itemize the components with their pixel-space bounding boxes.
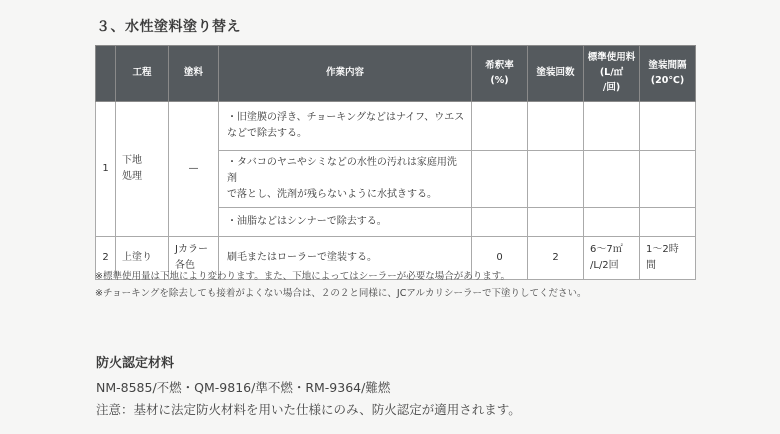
header-work: 作業内容 <box>219 46 472 102</box>
row-dilution: 0 <box>472 237 528 280</box>
row-work-line: などで除去する。 <box>227 128 307 139</box>
row-no: 1 <box>96 102 116 237</box>
header-usage-line: (L/㎡ <box>599 67 624 79</box>
table-row <box>96 102 696 151</box>
header-no <box>96 46 116 102</box>
row-work <box>219 151 472 208</box>
header-dilution-line: (%) <box>490 74 509 86</box>
row-work <box>219 102 472 151</box>
header-interval <box>640 46 696 102</box>
paint-spec-table <box>95 45 696 280</box>
header-coats: 塗装回数 <box>528 46 584 102</box>
row-paint: — <box>169 102 219 237</box>
row-interval <box>640 237 696 280</box>
footnote: ※標準使用量は下地により変わります。また、下地によってはシーラーが必要な場合があります。 <box>95 271 510 282</box>
header-process: 工程 <box>116 46 169 102</box>
row-process: 上塗り <box>116 237 169 280</box>
row-coats: 2 <box>528 237 584 280</box>
fire-cert-numbers: NM-8585/不燃・QM-9816/準不燃・RM-9364/難燃 <box>96 380 391 395</box>
row-interval <box>640 151 696 208</box>
header-usage-line: 標準使用料 <box>587 52 636 64</box>
header-interval-line: 塗装間隔 <box>648 59 687 71</box>
row-paint-line: Jカラー <box>175 244 208 255</box>
row-work-line: ・油脂などはシンナーで除去する。 <box>227 216 387 227</box>
row-usage <box>584 208 640 237</box>
row-work-line: ・旧塗膜の浮き、チョーキングなどはナイフ、ウエス <box>227 112 465 123</box>
row-usage <box>584 102 640 151</box>
row-paint-line: 各色 <box>175 260 195 271</box>
row-process <box>116 102 169 237</box>
row-process-line: 処理 <box>122 171 142 182</box>
row-usage <box>584 237 640 280</box>
header-dilution-line: 希釈率 <box>485 59 514 71</box>
footnote: ※チョーキングを除去しても接着がよくない場合は、２の２と同様に、JCアルカリシーラーで下塗りしてください。 <box>95 288 587 299</box>
row-interval-line: 1〜2時 <box>646 244 679 255</box>
header-usage-line: /回) <box>602 81 621 93</box>
section-title: ３、水性塗料塗り替え <box>96 19 241 35</box>
row-usage <box>584 151 640 208</box>
table-header-row <box>96 46 696 102</box>
row-usage-line: 6〜7㎡ <box>590 244 623 255</box>
row-dilution <box>472 208 528 237</box>
row-work: 刷毛またはローラーで塗装する。 <box>219 237 472 280</box>
row-work <box>219 208 472 237</box>
header-usage <box>584 46 640 102</box>
fire-cert-note: 注意：基材に法定防火材料を用いた仕様にのみ、防火認定が適用されます。 <box>96 402 521 417</box>
row-coats <box>528 208 584 237</box>
row-dilution <box>472 102 528 151</box>
row-work-line: ・タバコのヤニやシミなどの水性の汚れは家庭用洗剤 <box>227 157 457 184</box>
row-coats <box>528 151 584 208</box>
footnotes <box>95 268 586 302</box>
row-dilution <box>472 151 528 208</box>
header-paint: 塗料 <box>169 46 219 102</box>
header-interval-line: (20℃) <box>650 74 685 86</box>
row-process-line: 下地 <box>122 155 142 166</box>
row-coats <box>528 102 584 151</box>
fire-cert-title: 防火認定材料 <box>96 356 175 371</box>
row-interval <box>640 102 696 151</box>
row-interval-line: 間 <box>646 260 656 271</box>
row-work-line: で落とし、洗剤が残らないように水拭きする。 <box>227 189 437 200</box>
row-interval <box>640 208 696 237</box>
row-usage-line: /L/2回 <box>590 260 619 271</box>
row-no: 2 <box>96 237 116 280</box>
header-dilution <box>472 46 528 102</box>
